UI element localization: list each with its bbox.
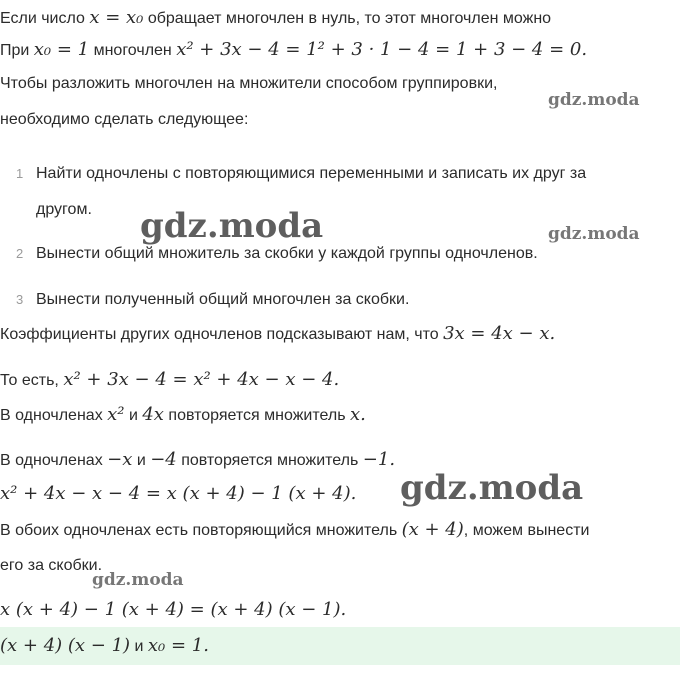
text-fragment: В одночленах <box>0 407 108 424</box>
that-is-line <box>0 368 339 392</box>
watermark: gdz.moda <box>92 570 184 590</box>
monomials-line-2 <box>0 448 395 472</box>
math-fragment: x² + 3x − 4 = x² + 4x − x − 4. <box>63 369 340 390</box>
math-fragment: −4 <box>150 449 177 470</box>
math-fragment: (x + 4) <box>401 519 464 540</box>
list-item-text: Вынести общий множитель за скобки у каждой группы одночленов. <box>36 245 538 262</box>
factor-expression-1: x² + 4x − x − 4 = x (x + 4) − 1 (x + 4). <box>0 483 357 504</box>
watermark: gdz.moda <box>548 224 640 244</box>
math-fragment: x² <box>107 404 125 425</box>
math-fragment: 3x = 4x − x. <box>443 323 556 344</box>
answer-math: (x + 4) (x − 1) <box>0 635 131 656</box>
list-item-text-continued: другом. <box>36 201 92 218</box>
math-fragment: x. <box>350 404 366 425</box>
text-fragment: , можем вынести <box>463 522 590 539</box>
math-fragment: x = x₀ <box>89 7 144 28</box>
both-monomials-line <box>0 518 589 542</box>
text-fragment: обращает многочлен в нуль, то этот многочлен можно <box>143 10 552 27</box>
monomials-line-1 <box>0 403 366 427</box>
list-item-number: 1 <box>16 166 24 181</box>
intro-line-3: Чтобы разложить многочлен на множители способом группировки, <box>0 75 498 92</box>
math-fragment: x² + 3x − 4 = 1² + 3 · 1 − 4 = 1 + 3 − 4 = 0. <box>176 39 588 60</box>
text-fragment: То есть, <box>0 372 64 389</box>
coefficients-line <box>0 322 555 346</box>
list-item-text: Вынести полученный общий многочлен за скобки. <box>36 291 410 308</box>
text-fragment: Коэффициенты других одночленов подсказывают нам, что <box>0 326 444 343</box>
answer-math: x₀ = 1. <box>147 635 209 656</box>
answer-line <box>0 634 209 658</box>
text-fragment: В обоих одночленах есть повторяющийся множитель <box>0 522 402 539</box>
intro-line-1 <box>0 6 551 30</box>
math-fragment: −x <box>107 449 133 470</box>
text-fragment: При <box>0 42 34 59</box>
math-fragment: x₀ = 1 <box>33 39 90 60</box>
text-fragment: и <box>124 407 143 424</box>
text-fragment: и <box>130 638 148 655</box>
text-fragment: повторяется множитель <box>163 407 350 424</box>
watermark: gdz.moda <box>140 206 324 246</box>
watermark: gdz.moda <box>548 90 640 110</box>
text-fragment: В одночленах <box>0 452 108 469</box>
list-item-number: 2 <box>16 246 24 261</box>
list-item-number: 3 <box>16 292 24 307</box>
text-fragment: многочлен <box>89 42 177 59</box>
math-fragment: −1. <box>362 449 396 470</box>
text-fragment: Если число <box>0 10 90 27</box>
text-fragment: повторяется множитель <box>176 452 363 469</box>
watermark: gdz.moda <box>400 468 584 508</box>
intro-line-4: необходимо сделать следующее: <box>0 111 249 128</box>
text-fragment: и <box>132 452 151 469</box>
intro-line-2 <box>0 38 587 62</box>
math-fragment: 4x <box>142 404 164 425</box>
list-item-text: Найти одночлены с повторяющимися переменными и записать их друг за <box>36 165 587 182</box>
both-monomials-line-continued: его за скобки. <box>0 557 103 574</box>
factor-expression-2: x (x + 4) − 1 (x + 4) = (x + 4) (x − 1). <box>0 599 347 620</box>
